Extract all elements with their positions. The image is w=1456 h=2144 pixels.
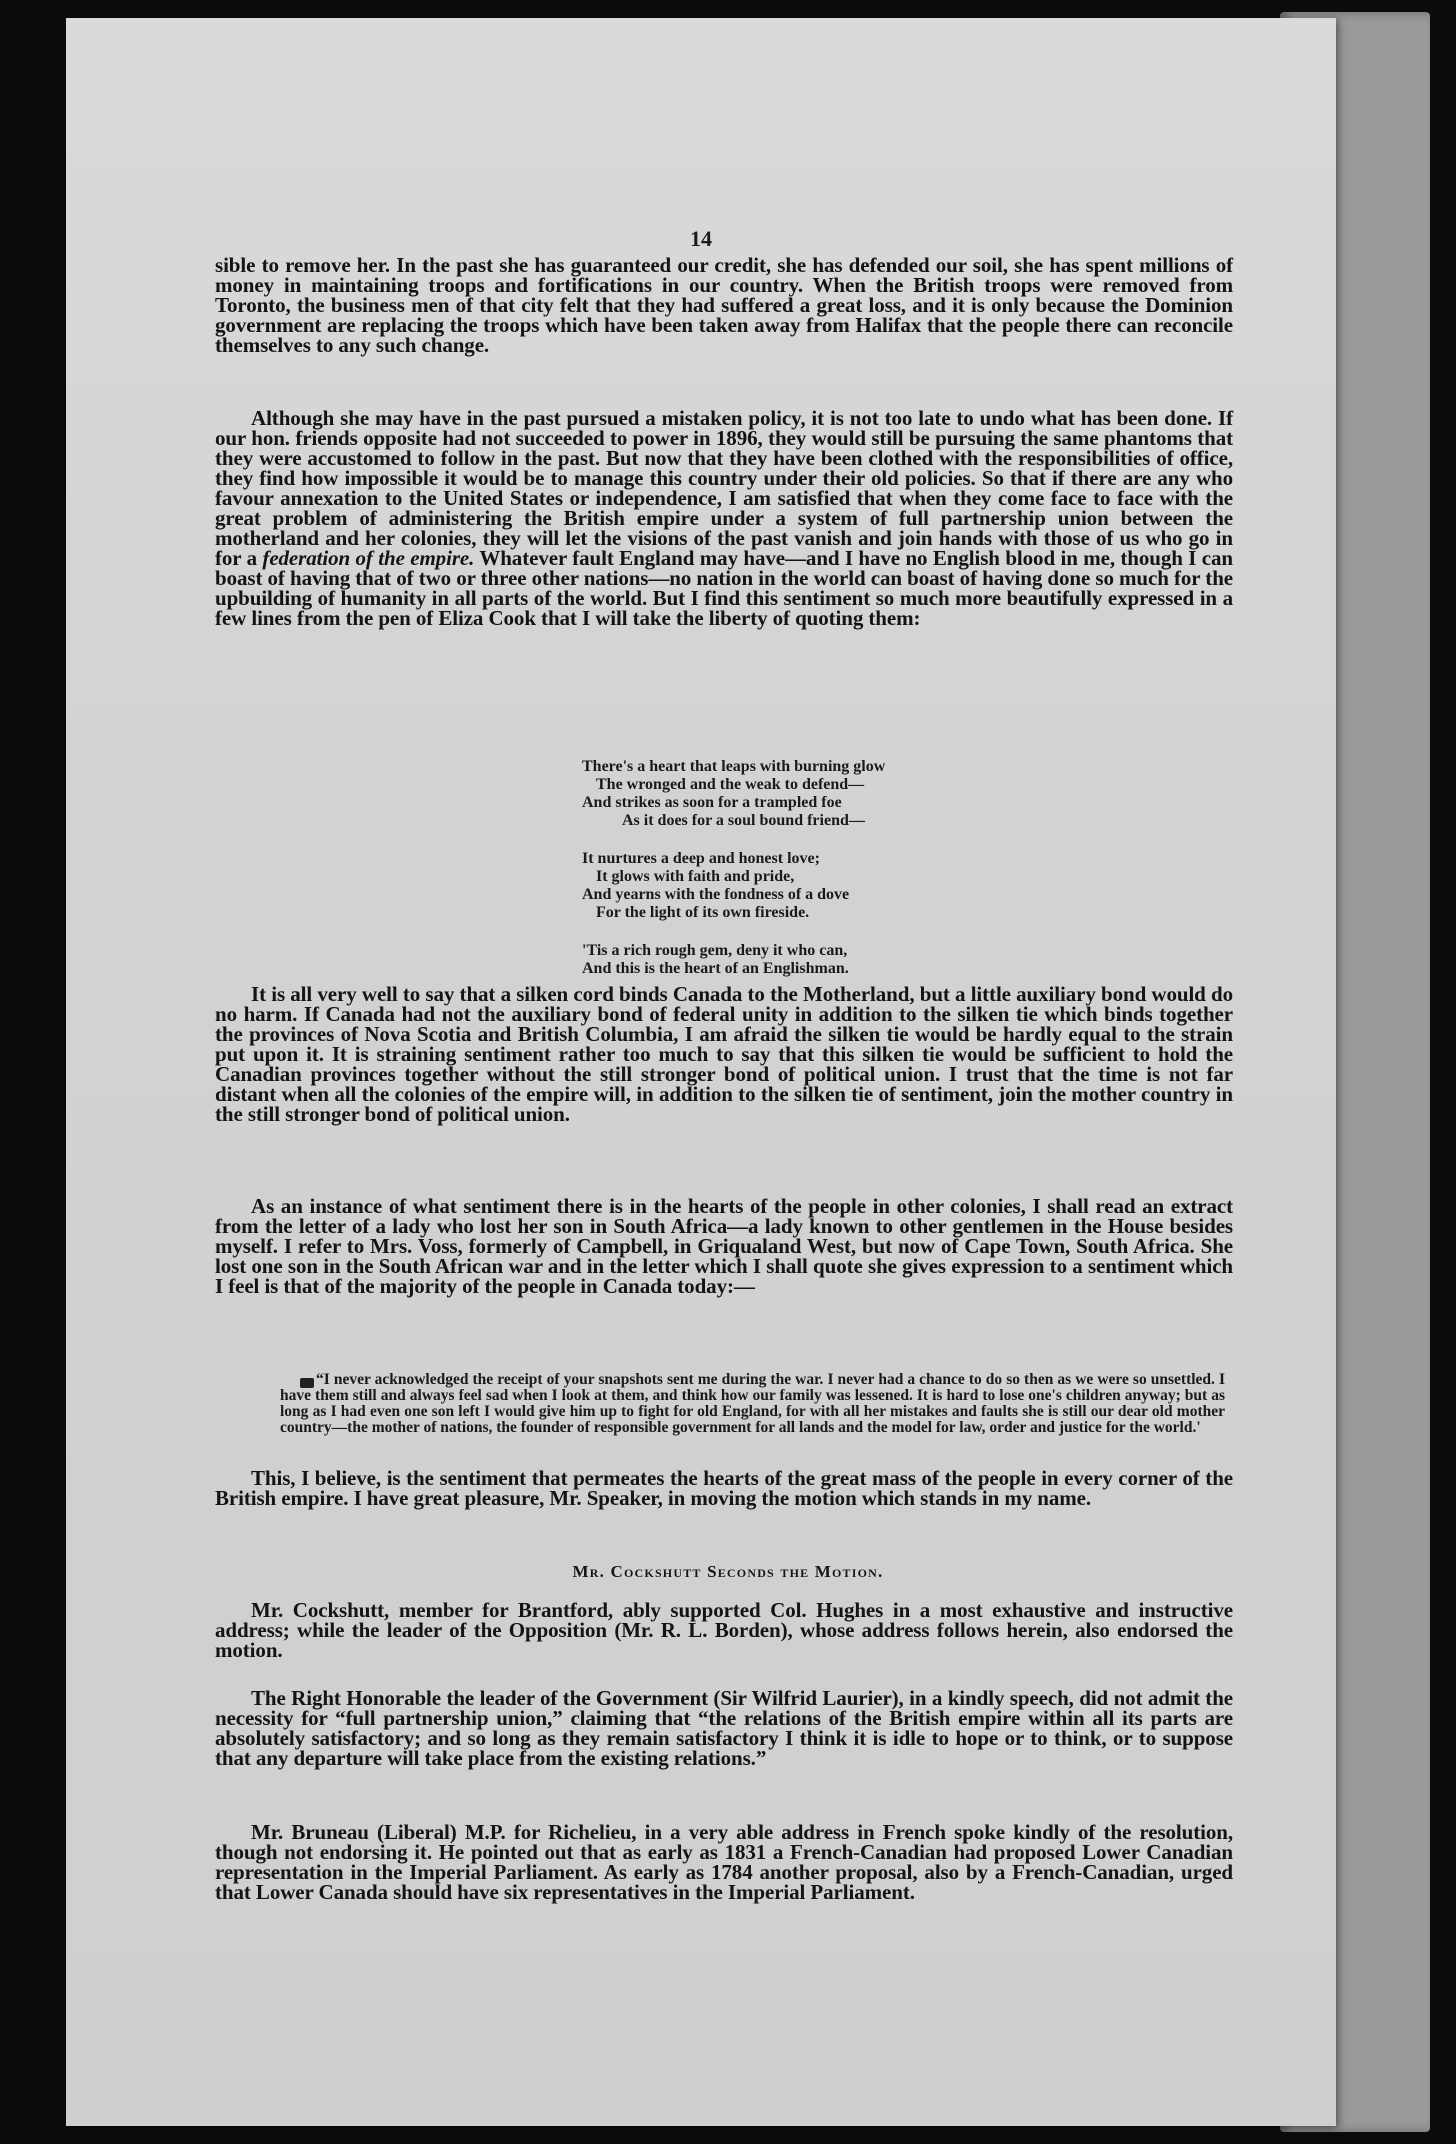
poem-line: There's a heart that leaps with burning glow — [582, 758, 886, 775]
page-number: 14 — [690, 226, 712, 251]
poem-line: As it does for a soul bound friend— — [622, 812, 865, 829]
paragraph-7 — [215, 1688, 1233, 1768]
paragraph-3-text: It is all very well to say that a silken cord binds Canada to the Motherland, but a little auxiliary bond would do no harm. If Canada had not the auxiliary bond of federal unity in addition to the silken tie which binds together the provinces of Nova Scotia and British Columbia, I am afraid the silken tie would be hardly equal to the strain put upon it. It is straining sentiment rather too much to say that this silken tie would be sufficient to hold the Canadian provinces together without the still stronger bond of political union. I trust that the time is not far distant when all the colonies of the empire will, in addition to the silken tie of sentiment, join the mother country in the still stronger bond of political union. — [215, 982, 1233, 1126]
poem-line: For the light of its own fireside. — [596, 904, 810, 921]
paragraph-2-part-b: Whatever fault England may have—and I have no English blood in me, though I can boast of having that of two or three other nations—no nation in the world can boast of having done so much for the upbuilding of humanity in all parts of the world. But I find this sentiment so much more beautifully expressed in a few lines from the pen of Eliza Cook that I will take the liberty of quoting them: — [215, 546, 1234, 630]
letter-quotation — [280, 1372, 1225, 1436]
paragraph-2-part-a: Although she may have in the past pursued a mistaken policy, it is not too late to undo what has been done. If our hon. friends opposite had not succeeded to power in 1896, they would still be pursuing the same phantoms that they were accustomed to follow in the past. But now that they have been clothed with the responsibilities of office, they find how impossible it would be to manage this country under their old policies. So that if there are any who favour annexation to the United States or independence, I am satisfied that when they come face to face with the great problem of administering the British empire under a system of full partnership union between the motherland and her colonies, they will let the visions of the past vanish and join hands with those of us who go in for a — [215, 406, 1233, 570]
poem-line: It nurtures a deep and honest love; — [582, 850, 820, 867]
paragraph-5-text: This, I believe, is the sentiment that permeates the hearts of the great mass of the people in every corner of the British empire. I have great pleasure, Mr. Speaker, in moving the motion which stands in my name. — [215, 1466, 1233, 1510]
paragraph-2 — [215, 408, 1233, 628]
paragraph-1-text: sible to remove her. In the past she has guaranteed our credit, she has defended our soil, she has spent millions of money in maintaining troops and fortifications in our country. When the British troops were removed from Toronto, the business men of that city felt that they had suffered a great loss, and it is only because the Dominion government are replacing the troops which have been taken away from Halifax that the people there can reconcile themselves to any such change. — [215, 253, 1233, 357]
poem-stanza-3 — [582, 942, 1102, 978]
paragraph-8 — [215, 1822, 1233, 1902]
poem-stanza-2 — [582, 850, 1102, 922]
paragraph-6-text: Mr. Cockshutt, member for Brantford, ably supported Col. Hughes in a most exhaustive and instructive address; while the leader of the Opposition (Mr. R. L. Borden), whose address follows herein, also endorsed the motion. — [215, 1598, 1233, 1662]
poem-line: And yearns with the fondness of a dove — [582, 886, 850, 903]
poem-line: It glows with faith and pride, — [596, 868, 795, 885]
paragraph-3 — [215, 984, 1233, 1124]
paragraph-4 — [215, 1196, 1233, 1296]
paragraph-5 — [215, 1468, 1233, 1508]
poem-line: The wronged and the weak to defend— — [596, 776, 865, 793]
paragraph-7-text: The Right Honorable the leader of the Government (Sir Wilfrid Laurier), in a kindly speech, did not admit the necessity for “full partnership union,” claiming that “the relations of the British empire within all its parts are absolutely satisfactory; and so long as they remain satisfactory I think it is idle to hope or to think, or to suppose that any departure will take place from the existing relations.” — [215, 1686, 1233, 1770]
letter-quotation-text: “I never acknowledged the receipt of your snapshots sent me during the war. I never had a chance to do so then as we were so unsettled. I have them still and always feel sad when I look at them, and think how our family was lessened. It is hard to lose one's children anyway; but as long as I had even one son left I would give him up to fight for old England, for with all her mistakes and faults she is still our dear old mother country—the mother of nations, the founder of responsible government for all lands and the model for law, order and justice for the world.' — [280, 1371, 1225, 1436]
section-heading: Mr. Cockshutt Seconds the Motion. — [572, 1562, 884, 1581]
paragraph-4-text: As an instance of what sentiment there is in the hearts of the people in other colonies, I shall read an extract from the letter of a lady who lost her son in South Africa—a lady known to other gentlemen in the House besides myself. I refer to Mrs. Voss, formerly of Campbell, in Griqualand West, but now of Cape Town, South Africa. She lost one son in the South African war and in the letter which I shall quote she gives expression to a sentiment which I feel is that of the majority of the people in Canada today:— — [215, 1194, 1233, 1298]
poem-line: And this is the heart of an Englishman. — [582, 960, 849, 977]
poem-line: 'Tis a rich rough gem, deny it who can, — [582, 942, 848, 959]
paragraph-1 — [215, 255, 1233, 355]
paragraph-2-text — [215, 408, 1233, 628]
poem-line: And strikes as soon for a trampled foe — [582, 794, 842, 811]
poem-stanza-1 — [582, 758, 1102, 830]
paragraph-2-emphasis: federation of the empire. — [262, 546, 475, 570]
paragraph-8-text: Mr. Bruneau (Liberal) M.P. for Richelieu, in a very able address in French spoke kindly of the resolution, though not endorsing it. He pointed out that as early as 1831 a French-Canadian had proposed Lower Canadian representation in the Imperial Parliament. As early as 1784 another proposal, also by a French-Canadian, urged that Lower Canada should have six representatives in the Imperial Parliament. — [215, 1820, 1233, 1904]
paragraph-6 — [215, 1600, 1233, 1660]
poem-quotation — [582, 758, 1102, 998]
